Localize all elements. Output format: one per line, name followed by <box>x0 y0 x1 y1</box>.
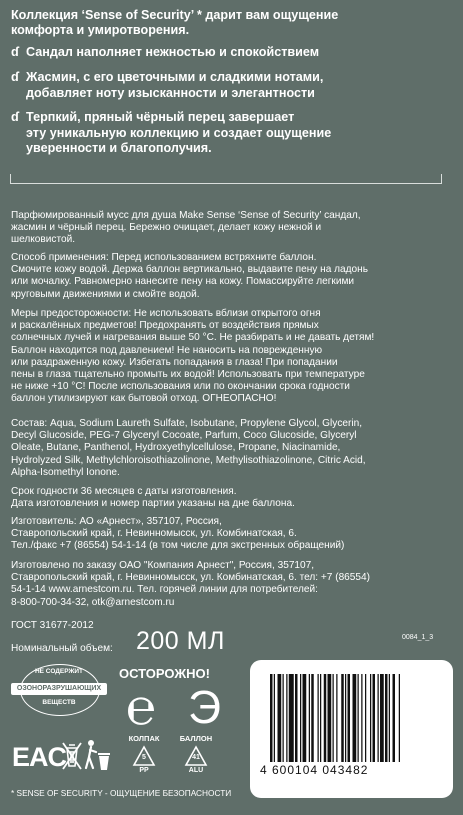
divider-tick <box>10 174 11 184</box>
precaution-line: пены в глаза тщательно промыть их водой! Использовать при температуре <box>11 369 365 381</box>
intro-line: Коллекция ‘Sense of Security’ * дарит вам ощущение <box>11 8 339 22</box>
barcode-bar <box>318 674 319 762</box>
barcode-bar <box>286 674 287 762</box>
barcode-bar <box>345 674 346 762</box>
barcode-bar <box>311 674 314 762</box>
bullet-mark-icon: ɗ <box>11 110 19 124</box>
tidy-man-icon <box>84 738 110 772</box>
reverse-e-icon: Э <box>188 681 222 733</box>
barcode-bar <box>333 674 334 762</box>
barcode-bar <box>341 674 344 762</box>
usage-line: Смочите кожу водой. Держа баллон вертикально, выдавите пену на ладонь <box>11 264 368 276</box>
barcode-bar <box>393 674 396 762</box>
ozone-top-text: НЕ СОДЕРЖИТ <box>34 668 84 675</box>
recycle-can-label: БАЛЛОН <box>179 734 213 743</box>
bullet-jasmine <box>11 70 451 101</box>
section-divider <box>10 183 442 184</box>
precaution-line: Баллон находится под давлением! Не наносить на поврежденную <box>11 344 323 356</box>
barcode-bar <box>370 674 371 762</box>
barcode-bar <box>399 674 400 762</box>
barcode-bar <box>270 674 273 762</box>
manufacturer-line: Ставропольский край, г. Невинномысск, ул. Комбинатская, 6. <box>11 528 297 540</box>
bullet-mark-icon: ɗ <box>11 70 19 84</box>
description-line: Парфюмированный мусс для душа Make Sense ‘Sense of Security’ сандал, <box>11 210 361 221</box>
footer-note: * SENSE OF SECURITY - ОЩУЩЕНИЕ БЕЗОПАСНОСТИ <box>11 788 232 798</box>
barcode-bar <box>380 674 384 762</box>
barcode-bar <box>278 674 282 762</box>
gost-standard: ГОСТ 31677-2012 <box>11 620 94 631</box>
shelf-life <box>11 486 456 510</box>
barcode <box>250 660 453 798</box>
usage-instructions <box>11 252 456 301</box>
bullet-sandal <box>11 45 451 61</box>
barcode-bar <box>295 674 298 762</box>
ingredients-line: Alpha-Isomethyl Ionone. <box>11 466 120 478</box>
barcode-bar <box>324 674 327 762</box>
bullet-text: добавляет ноту изысканности и элегантности <box>26 85 315 100</box>
precaution-line: Меры предосторожности: Не использовать вблизи открытого огня <box>11 308 321 319</box>
barcode-bar <box>274 674 275 762</box>
bullet-text: уверенности и благополучия. <box>26 141 212 155</box>
barcode-bar <box>373 674 376 762</box>
intro-line: комфорта и умиротворения. <box>11 23 190 37</box>
ozone-safe-badge <box>11 664 107 716</box>
estimated-sign-icon: ℮ <box>126 679 157 735</box>
shelf-life-line: Дата изготовления и номер партии указаны на дне баллона. <box>11 498 295 510</box>
ingredients-line: Decyl Glucoside, PEG-7 Glyceryl Cocoate, Parfum, Coco Glucoside, Glyceryl <box>11 430 357 442</box>
ozone-band-text: ОЗОНОРАЗРУШАЮЩИХ <box>11 683 107 695</box>
barcode-bar <box>300 674 301 762</box>
barcode-bar <box>283 674 284 762</box>
description-line: жасмин и чёрный перец. Бережно очищает, делает кожу нежной и <box>11 222 322 234</box>
crossed-bin-icon <box>62 742 82 772</box>
bullet-mark-icon: ɗ <box>11 45 19 59</box>
usage-line: Способ применения: Перед использованием встряхните баллон. <box>11 252 317 263</box>
barcode-digits: 4 600104 043482 <box>260 763 369 777</box>
barcode-bars <box>268 674 436 766</box>
bullet-pepper <box>11 110 451 157</box>
bullet-text: Терпкий, пряный чёрный перец завершает <box>26 110 295 124</box>
recycle-can-number: 41 <box>192 754 200 761</box>
product-description <box>11 210 456 247</box>
description-line: шелковистой. <box>11 234 76 246</box>
eac-mark-icon: EAC <box>12 742 67 772</box>
barcode-bar <box>365 674 366 762</box>
precaution-line: и раскалённых предметов! Предохранять от воздействия прямых <box>11 320 319 332</box>
barcode-bar <box>385 674 388 762</box>
ingredients-line: Состав: Aqua, Sodium Laureth Sulfate, Isobutane, Propylene Glycol, Glycerin, <box>11 418 363 429</box>
bullet-text: Жасмин, с его цветочными и сладкими нотами, <box>26 70 324 84</box>
barcode-bar <box>348 674 351 762</box>
precaution-line: или раздраженную кожу. Избегать попадания в глаза! При попадании <box>11 356 338 368</box>
barcode-bar <box>389 674 390 762</box>
barcode-bar <box>353 674 357 762</box>
ingredients-line: Oleate, Butane, Panthenol, Hydroxyethylcellulose, Propane, Niacinamide, <box>11 442 341 454</box>
made-for-line: Изготовлено по заказу ОАО "Компания Арнест", Россия, 357107, <box>11 560 315 571</box>
precaution-line: солнечных лучей и нагревания выше 50 °С. Не разбирать и не давать детям! <box>11 332 375 344</box>
made-for-line: 8-800-700-34-32, otk@arnestcom.ru <box>11 596 175 608</box>
barcode-bar <box>320 674 321 762</box>
ingredients-line: Hydrolyzed Silk, Methylchloroisothiazolinone, Methylisothiazolinone, Citric Acid, <box>11 454 366 466</box>
barcode-bar <box>361 674 362 762</box>
caution-label: ОСТОРОЖНО! <box>119 666 210 681</box>
manufacturer-line: Изготовитель: АО «Арнест», 357107, Россия, <box>11 516 222 527</box>
manufacturer-line: Тел./факс +7 (86554) 54-1-14 (в том числе для экстренных обращений) <box>11 540 345 552</box>
print-code: 0084_1_3 <box>402 634 434 641</box>
made-for-line: Ставропольский край, г. Невинномысск, ул. Комбинатская, 6. тел: +7 (86554) <box>11 572 371 584</box>
made-for <box>11 560 456 609</box>
usage-line: или мочалку. Равномерно нанесите пену на кожу. Помассируйте легкими <box>11 276 355 288</box>
volume-value: 200 МЛ <box>136 627 225 655</box>
barcode-bar <box>328 674 332 762</box>
volume-label: Номинальный объем: <box>11 643 113 654</box>
shelf-life-line: Срок годности 36 месяцев с даты изготовления. <box>11 486 237 497</box>
barcode-bar <box>309 674 310 762</box>
recycle-cap-number: 5 <box>142 754 146 761</box>
ingredients <box>11 418 456 479</box>
precaution-line: не ниже +10 °С! После использования или по окончании срока годности <box>11 381 350 393</box>
collection-intro <box>11 8 451 38</box>
ozone-bottom-text: ВЕЩЕСТВ <box>42 699 76 706</box>
manufacturer <box>11 516 456 553</box>
bullet-text: эту уникальную коллекцию и создает ощущение <box>26 125 332 140</box>
barcode-bar <box>336 674 337 762</box>
recycle-cap-label: КОЛПАК <box>128 734 160 743</box>
barcode-bar <box>303 674 307 762</box>
barcode-bar <box>378 674 379 762</box>
barcode-bar <box>358 674 359 762</box>
made-for-line: 54-1-14 www.arnestcom.ru. Тел. горячей линии для потребителей: <box>11 584 318 596</box>
bullet-text: Сандал наполняет нежностью и спокойствием <box>26 45 320 59</box>
recycle-can-code: ALU <box>188 767 204 774</box>
recycle-cap-code: PP <box>139 767 149 774</box>
divider-tick <box>441 174 442 184</box>
precautions <box>11 308 456 406</box>
barcode-bar <box>289 674 294 762</box>
usage-line: круговыми движениями и смойте водой. <box>11 288 200 300</box>
precaution-line: баллон утилизируют как бытовой отход. ОГНЕОПАСНО! <box>11 393 277 405</box>
